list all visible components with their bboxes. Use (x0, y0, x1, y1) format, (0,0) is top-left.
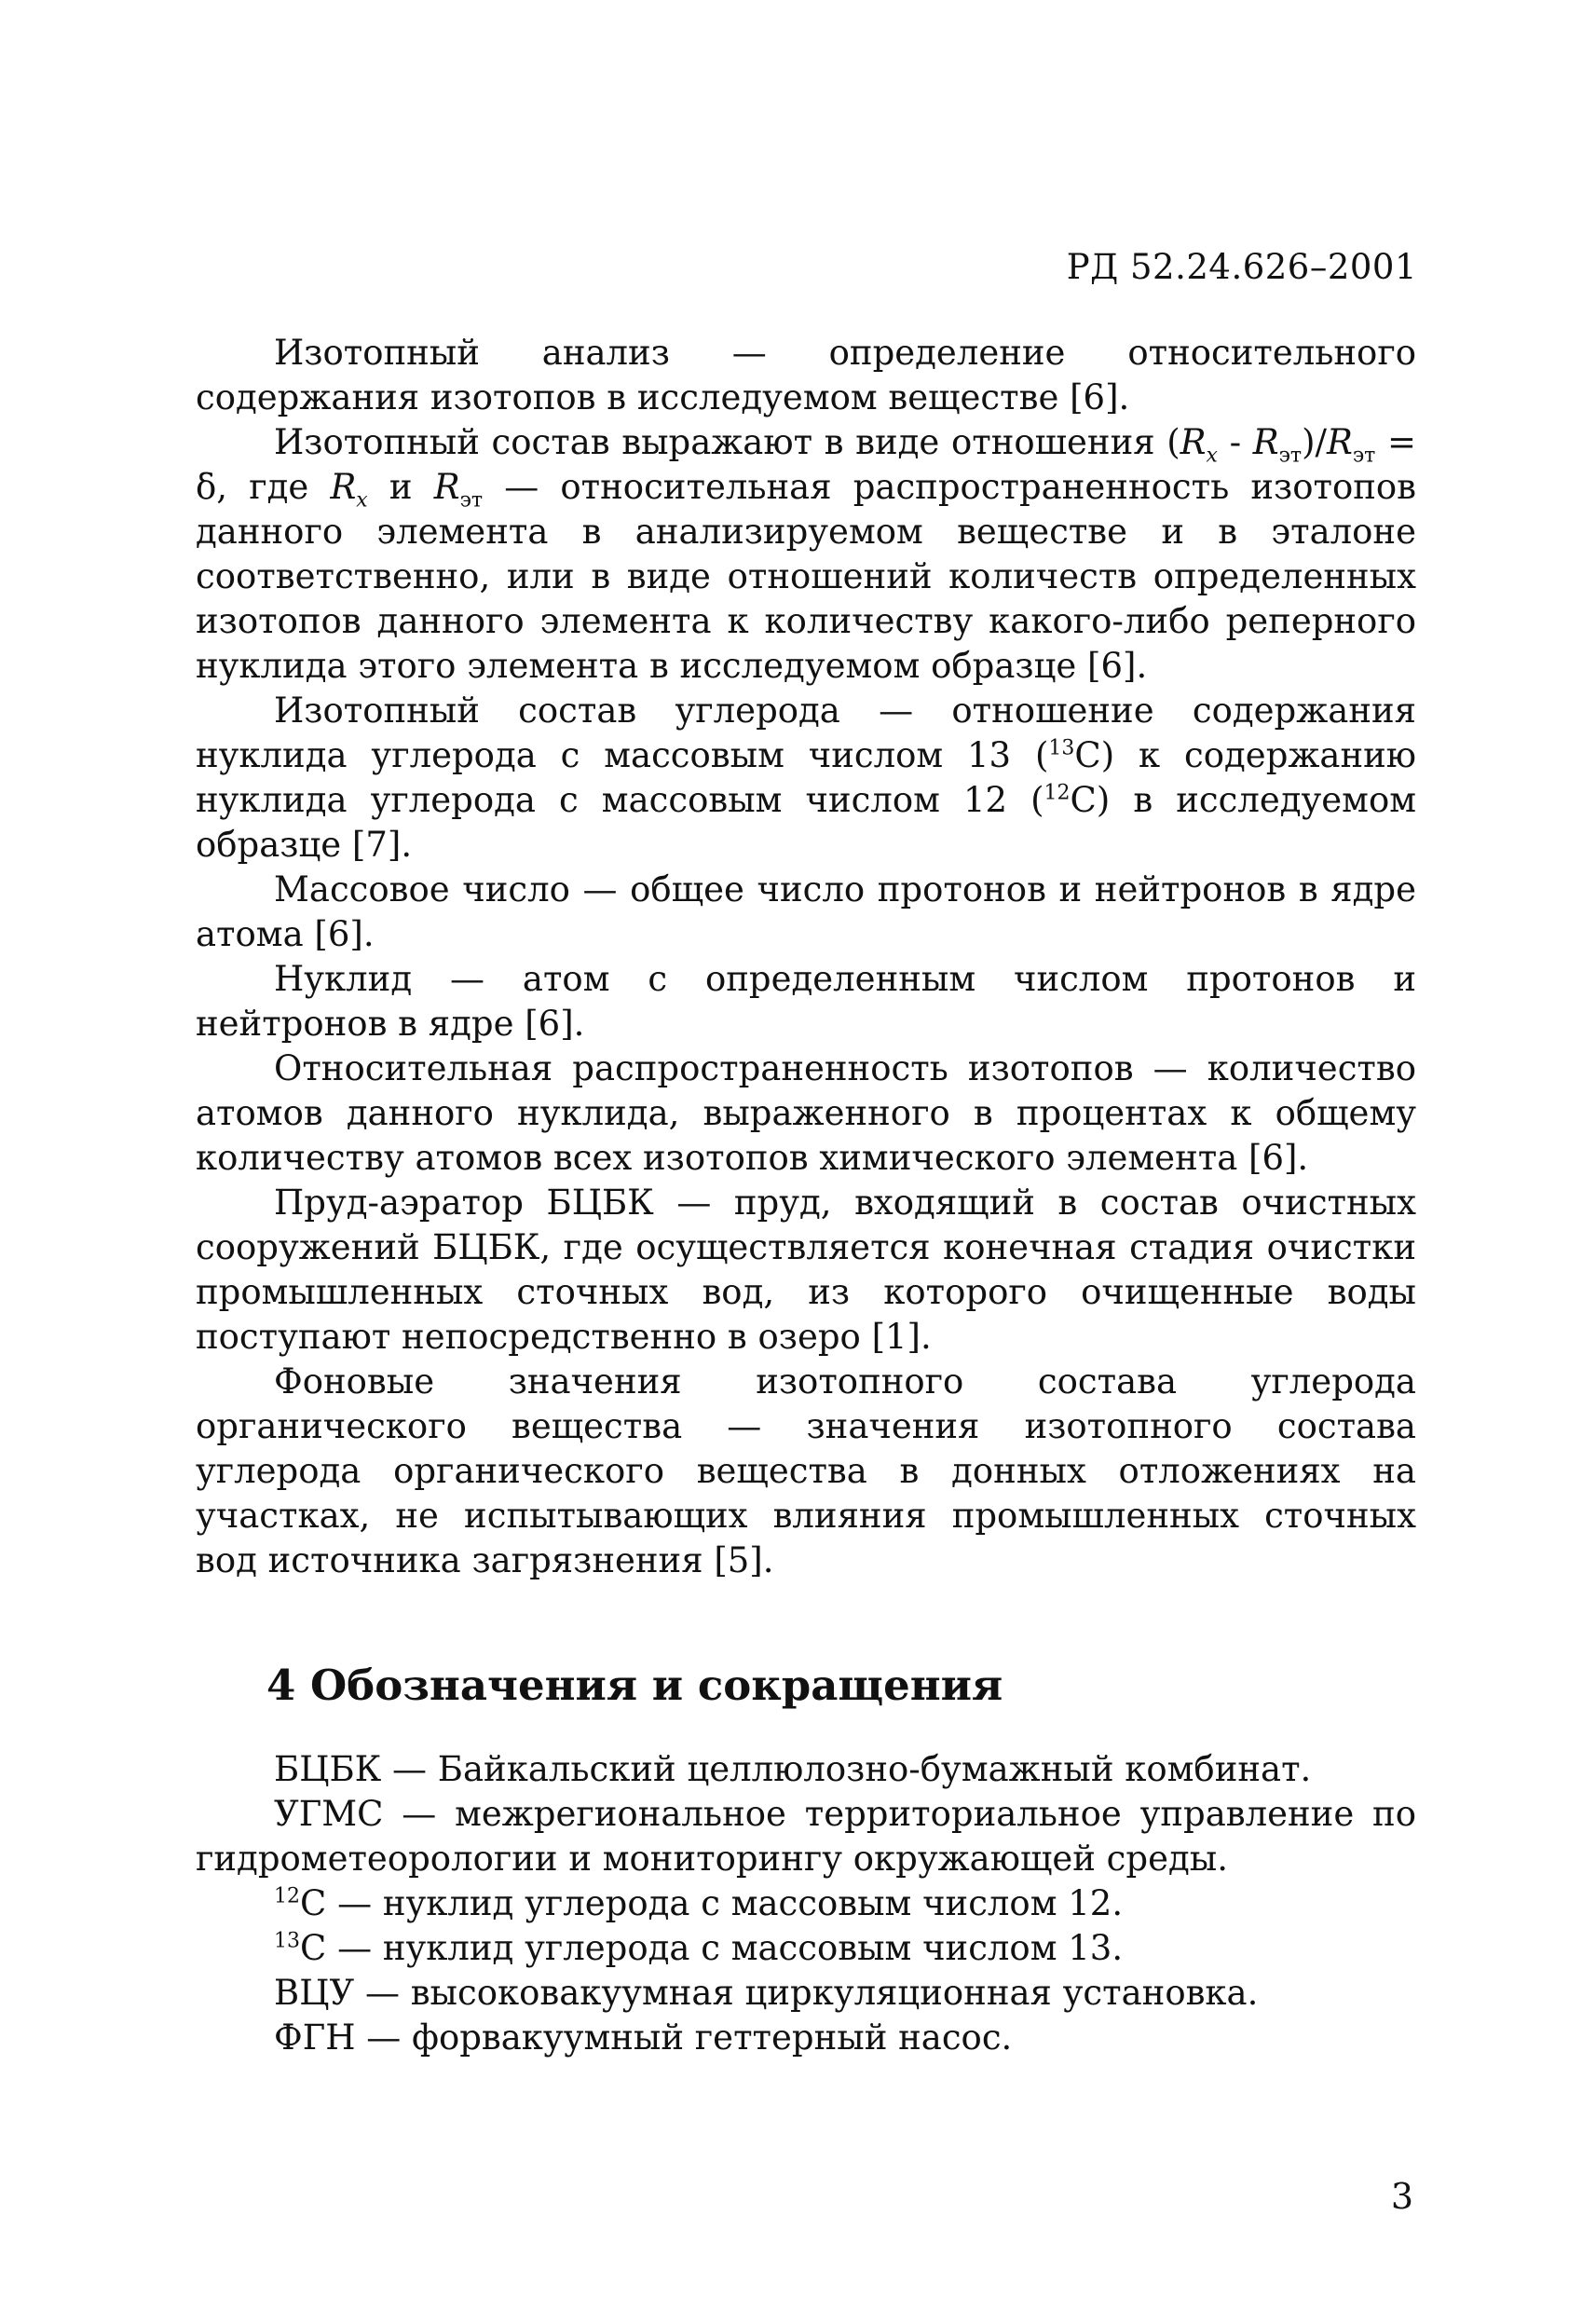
term-isotope-analysis: Изотопный анализ — определение относительного содержания изотопов в исследуемом веществе [6]. (196, 333, 1416, 417)
term-mass-number: Массовое число — общее число протонов и нейтронов в ядре атома [6]. (196, 869, 1416, 954)
abbr-fgn: ФГН — форвакуумный геттерный насос. (274, 2017, 1013, 2058)
abbr-bcbk: БЦБК — Байкальский целлюлозно-бумажный комбинат. (274, 1749, 1312, 1789)
term-relative-abundance: Относительная распространенность изотопов — количество атомов данного нуклида, выраженного в процентах к общему количеству атомов всех изотопов химического элемента [6]. (196, 1048, 1416, 1178)
page-content (196, 331, 1416, 2060)
term-background-values: Фоновые значения изотопного состава углерода органического вещества — значения изотопного состава углерода органического вещества в донных отложениях на участках, не испытывающих влияния промышленных сточных вод источника загрязнения [5]. (196, 1361, 1416, 1580)
term-pond-aerator: Пруд-аэратор БЦБК — пруд, входящий в состав очистных сооружений БЦБК, где осуществляется конечная стадия очистки промышленных сточных вод, из которого очищенные воды поступают непосредственно в озеро [1]. (196, 1183, 1416, 1357)
abbr-c12: $^{12}$С — нуклид углерода с массовым числом 12. (274, 1883, 1124, 1923)
page-number: 3 (1390, 2176, 1413, 2217)
abbr-ugms: УГМС — межрегиональное территориальное управление по гидрометеорологии и мониторингу окружающей среды. (196, 1794, 1416, 1879)
term-isotope-composition: Изотопный состав выражают в виде отношения $(R_x - R_{эт})/R_{эт} = \delta$, где $R_x$ и $R_{эт}$ — относительная распространенность изотопов данного элемента в анализируемом веществе и в эталоне соответственно, или в виде отношений количеств определенных изотопов данного элемента к количеству какого-либо реперного нуклида этого элемента в исследуемом образце [6]. (196, 422, 1417, 686)
abbr-c13: $^{13}$С — нуклид углерода с массовым числом 13. (274, 1928, 1124, 1968)
document-code: РД 52.24.626–2001 (1066, 247, 1417, 287)
section-4-heading: 4 Обозначения и сокращения (266, 1661, 1003, 1710)
term-carbon-composition: Изотопный состав углерода — отношение содержания нуклида углерода с массовым числом 13 ($^{13}$С) к содержанию нуклида углерода с массовым числом 12 ($^{12}$С) в исследуемом образце [7]. (196, 691, 1417, 865)
term-nuclide: Нуклид — атом с определенным числом протонов и нейтронов в ядре [6]. (196, 959, 1416, 1044)
abbr-vtsu: ВЦУ — высоковакуумная циркуляционная установка. (274, 1973, 1259, 2013)
